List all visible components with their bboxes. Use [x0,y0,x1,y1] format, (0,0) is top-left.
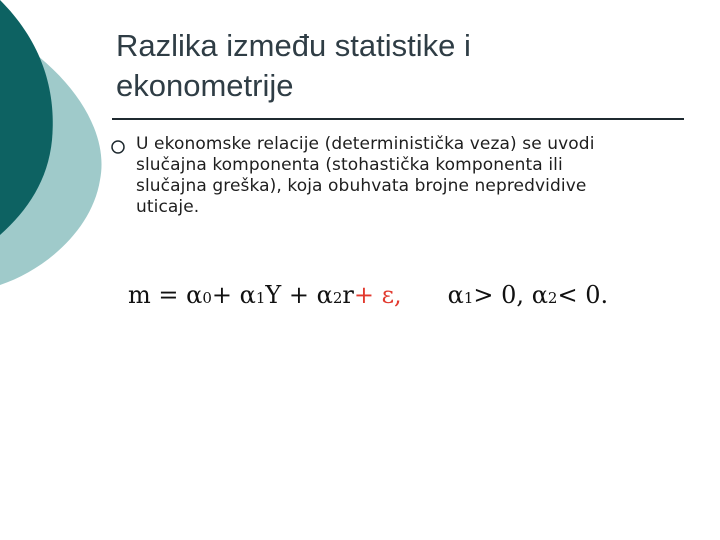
formula-condition-rest-2: < 0. [557,281,609,309]
formula-r-term: r [342,281,354,309]
formula-condition-alpha-1: α [447,281,464,309]
teal-circle-decoration [0,0,110,300]
formula-y-term: Y + α [265,281,333,309]
title-divider [112,118,684,120]
slide-title-line-1: Razlika između statistike i [116,28,471,63]
formula-error-term: + ε, [353,281,402,309]
hollow-circle-bullet-icon [110,139,126,155]
formula-plus-alpha-1: + α [211,281,256,309]
bullet-text: U ekonomske relacije (deterministička veza) se uvodi slučajna komponenta (stohastička komponenta ili slučajna greška), koja obuhvata brojne nepredvidive uticaje. [136,134,595,217]
bullet-item [110,134,630,218]
slide-title-line-2: ekonometrije [116,68,294,103]
slide-title [116,26,676,106]
formula-left: m = α [128,281,203,309]
formula-condition-rest-1: > 0, α [473,281,548,309]
econometric-formula: m = α 0 + α 1 Y + α 2 r + ε, α 1 > 0, α 2 < 0. [128,281,609,309]
